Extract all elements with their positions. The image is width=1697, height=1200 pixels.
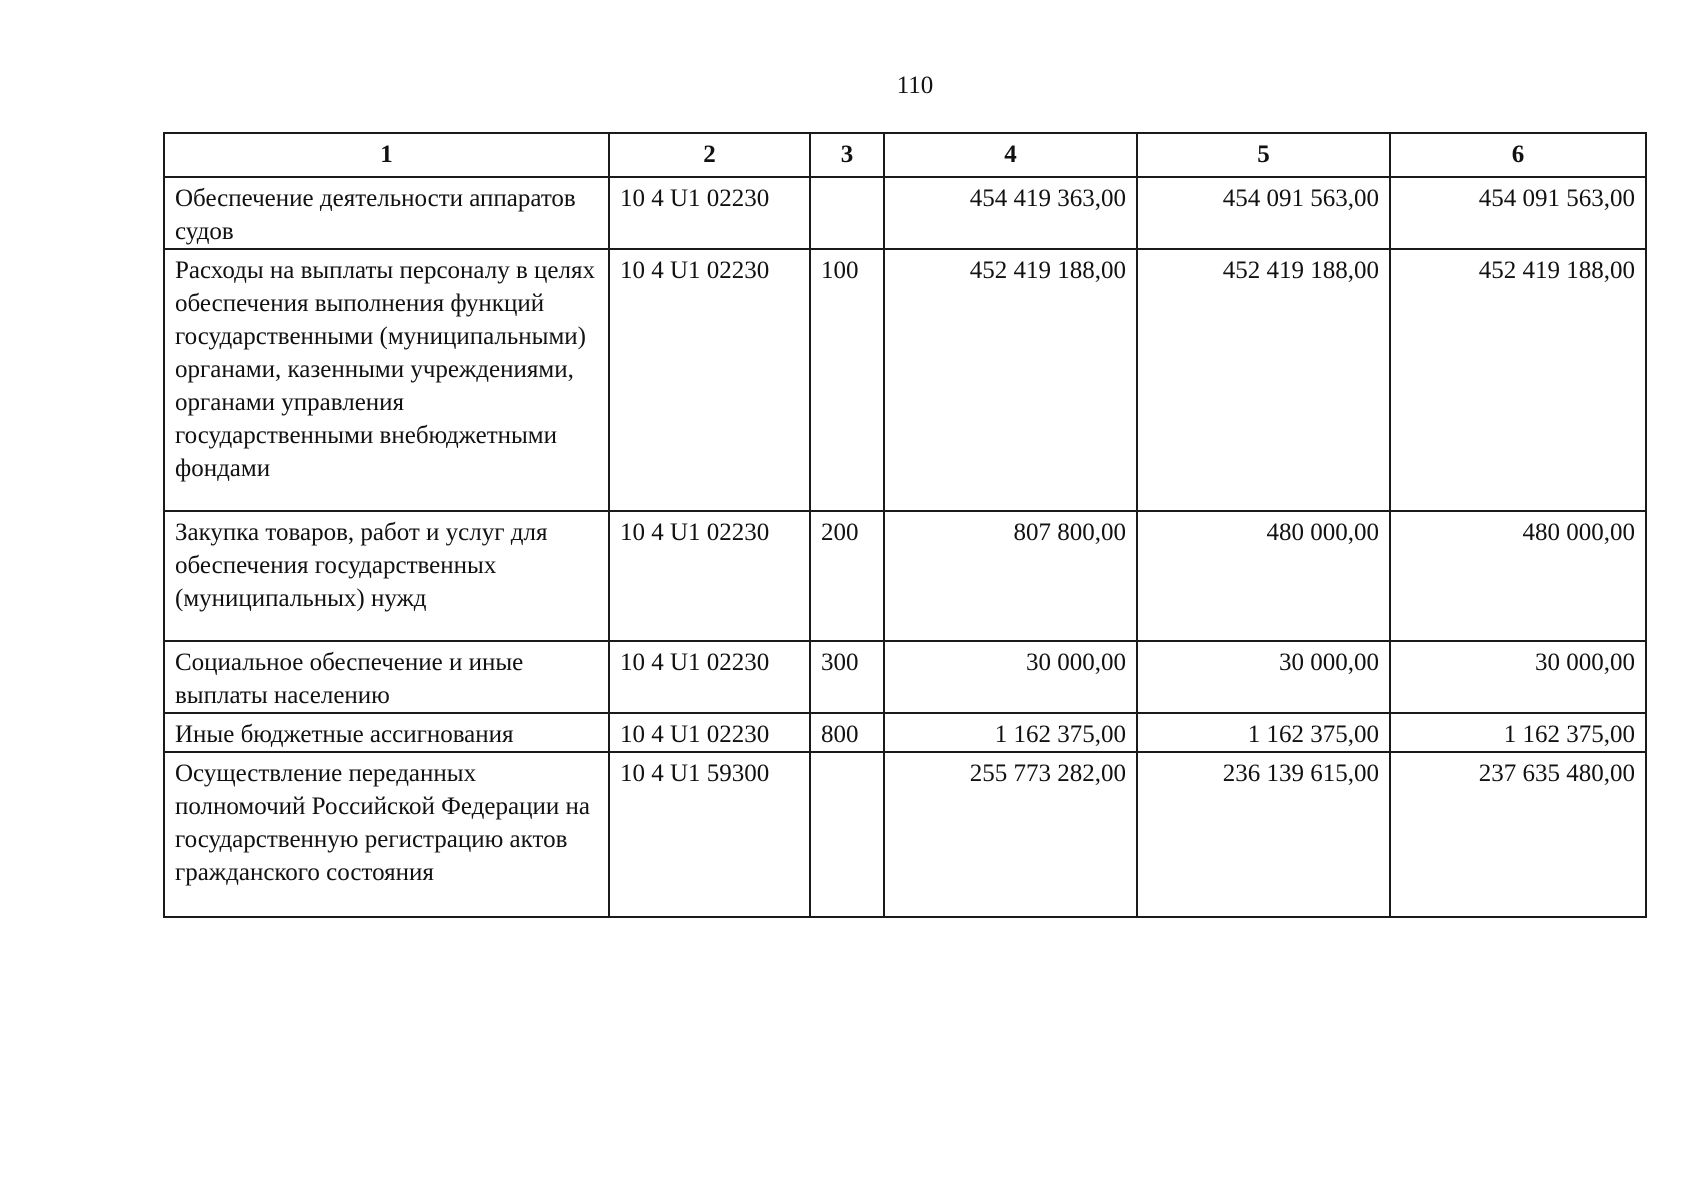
table-header-row	[164, 133, 1646, 177]
row-type	[810, 752, 884, 917]
row-name: Закупка товаров, работ и услуг для обеспечения государственных (муниципальных) нужд	[164, 511, 609, 641]
row-type: 100	[810, 249, 884, 511]
table-row	[164, 511, 1646, 641]
row-value-3: 480 000,00	[1390, 511, 1646, 641]
column-header: 2	[609, 133, 810, 177]
column-header: 6	[1390, 133, 1646, 177]
row-value-1: 452 419 188,00	[884, 249, 1137, 511]
row-code: 10 4 U1 02230	[609, 641, 810, 713]
row-code: 10 4 U1 02230	[609, 713, 810, 752]
row-value-3: 30 000,00	[1390, 641, 1646, 713]
budget-table	[163, 132, 1647, 918]
table-row	[164, 177, 1646, 249]
table-row	[164, 752, 1646, 917]
row-value-3: 454 091 563,00	[1390, 177, 1646, 249]
row-value-1: 1 162 375,00	[884, 713, 1137, 752]
table-row	[164, 249, 1646, 511]
row-value-3: 1 162 375,00	[1390, 713, 1646, 752]
row-value-2: 30 000,00	[1137, 641, 1390, 713]
row-name: Расходы на выплаты персоналу в целях обеспечения выполнения функций государственными (муниципальными) органами, казенными учреждениями, органами управления государственными внебюджетными фондами	[164, 249, 609, 511]
column-header: 4	[884, 133, 1137, 177]
row-value-2: 452 419 188,00	[1137, 249, 1390, 511]
row-name: Осуществление переданных полномочий Российской Федерации на государственную регистрацию актов гражданского состояния	[164, 752, 609, 917]
row-type	[810, 177, 884, 249]
row-value-1: 255 773 282,00	[884, 752, 1137, 917]
row-name: Социальное обеспечение и иные выплаты населению	[164, 641, 609, 713]
row-value-2: 236 139 615,00	[1137, 752, 1390, 917]
row-code: 10 4 U1 02230	[609, 177, 810, 249]
row-value-3: 452 419 188,00	[1390, 249, 1646, 511]
column-header: 5	[1137, 133, 1390, 177]
row-value-1: 454 419 363,00	[884, 177, 1137, 249]
row-value-3: 237 635 480,00	[1390, 752, 1646, 917]
row-type: 300	[810, 641, 884, 713]
row-value-1: 30 000,00	[884, 641, 1137, 713]
row-name: Иные бюджетные ассигнования	[164, 713, 609, 752]
row-code: 10 4 U1 02230	[609, 249, 810, 511]
row-type: 800	[810, 713, 884, 752]
row-value-1: 807 800,00	[884, 511, 1137, 641]
table-row	[164, 641, 1646, 713]
row-code: 10 4 U1 02230	[609, 511, 810, 641]
row-value-2: 480 000,00	[1137, 511, 1390, 641]
row-value-2: 454 091 563,00	[1137, 177, 1390, 249]
page-number: 110	[896, 72, 934, 99]
row-value-2: 1 162 375,00	[1137, 713, 1390, 752]
row-code: 10 4 U1 59300	[609, 752, 810, 917]
row-type: 200	[810, 511, 884, 641]
column-header: 3	[810, 133, 884, 177]
table-row	[164, 713, 1646, 752]
row-name: Обеспечение деятельности аппаратов судов	[164, 177, 609, 249]
column-header: 1	[164, 133, 609, 177]
